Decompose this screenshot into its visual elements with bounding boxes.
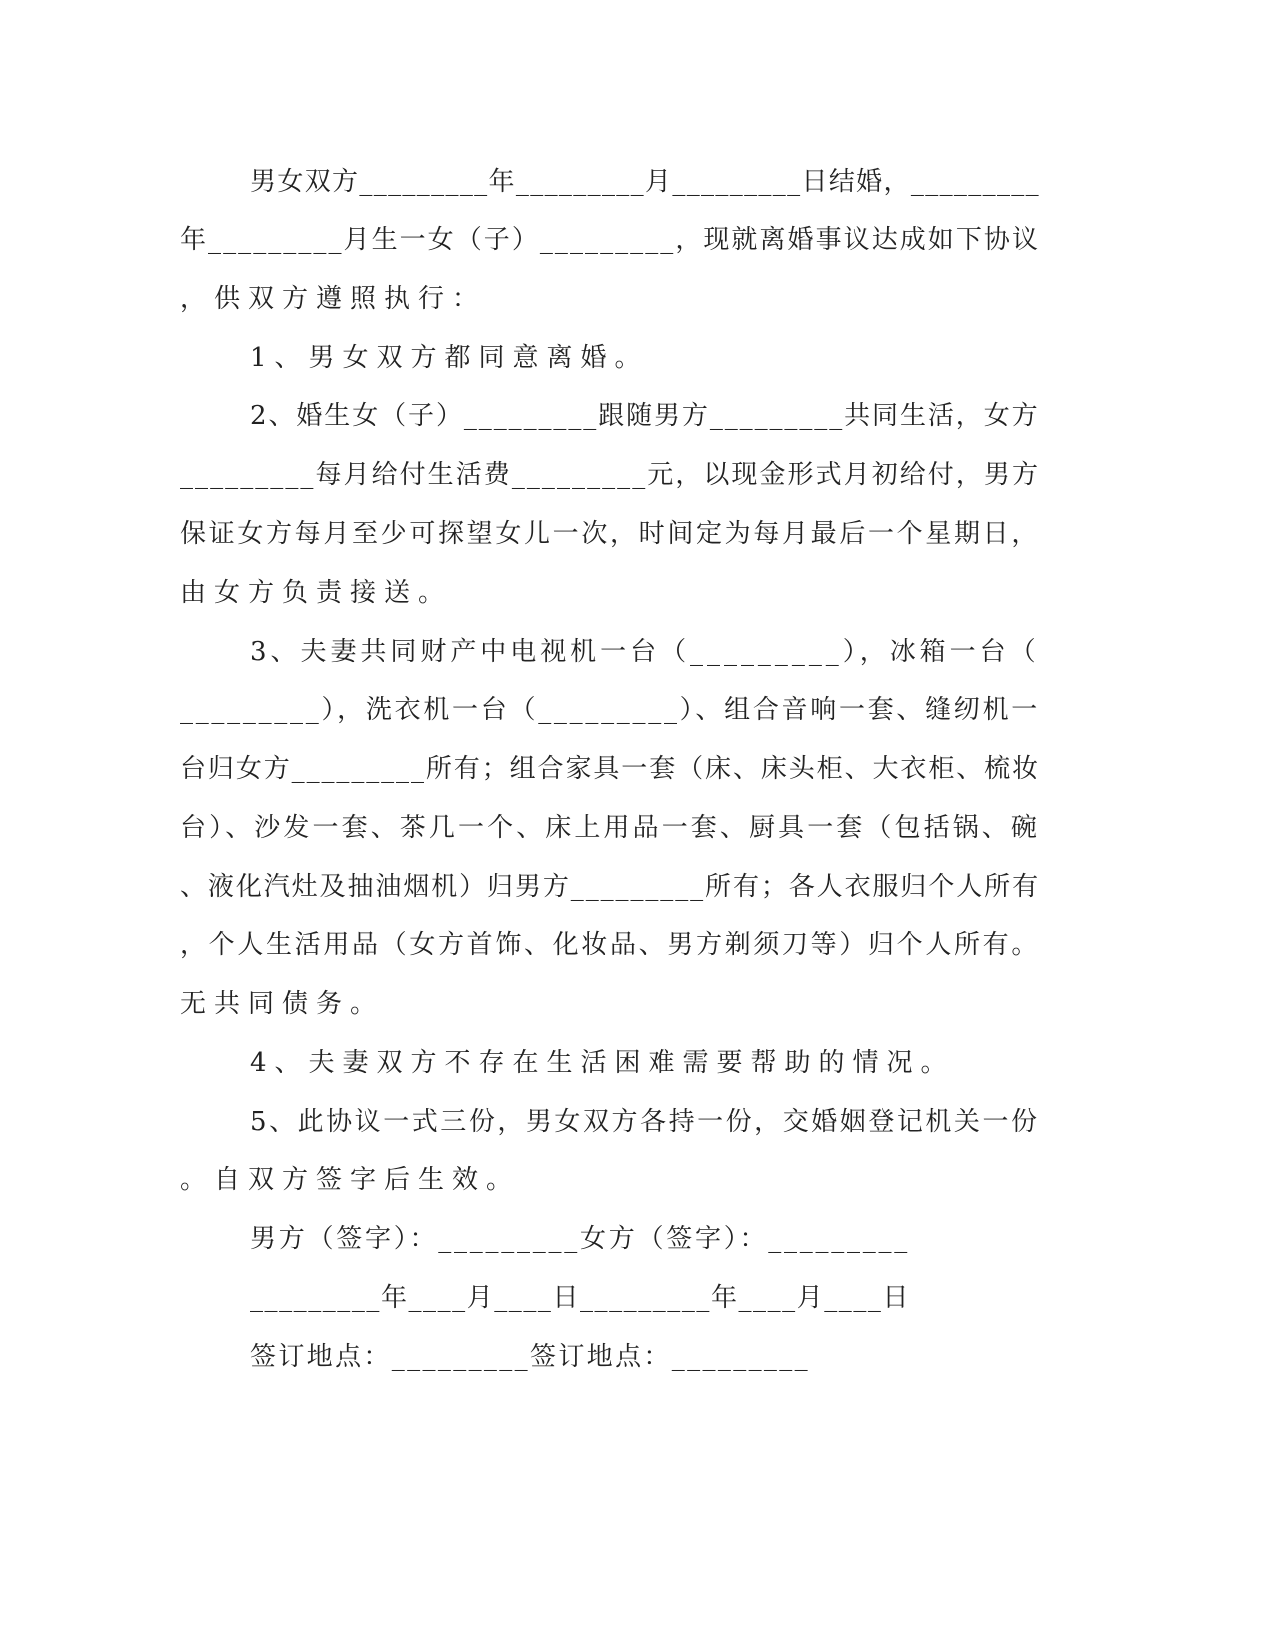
text-line: _________），洗衣机一台（_________）、组合音响一套、缝纫机一 xyxy=(180,695,1040,725)
date-line: _________年____月____日_________年____月____日 xyxy=(250,1283,910,1313)
text-line: 。自双方签字后生效。 xyxy=(180,1165,521,1195)
text-line: 2、婚生女（子）_________跟随男方_________共同生活，女方 xyxy=(250,401,1040,431)
text-line: 无共同债务。 xyxy=(180,989,385,1019)
text-line: 男女双方_________年_________月_________日结婚，_________ xyxy=(250,167,1040,197)
text-line: 台归女方_________所有；组合家具一套（床、床头柜、大衣柜、梳妆 xyxy=(180,754,1040,784)
text-line: 年_________月生一女（子）_________，现就离婚事议达成如下协议 xyxy=(180,225,1040,255)
text-line: ，个人生活用品（女方首饰、化妆品、男方剃须刀等）归个人所有。 xyxy=(180,930,1040,960)
location-line: 签订地点：_________签订地点：_________ xyxy=(250,1342,810,1372)
text-line: 1、男女双方都同意离婚。 xyxy=(250,343,649,373)
text-line: _________每月给付生活费_________元，以现金形式月初给付，男方 xyxy=(180,460,1040,490)
text-line: 由女方负责接送。 xyxy=(180,578,453,608)
text-line: 、液化汽灶及抽油烟机）归男方_________所有；各人衣服归个人所有 xyxy=(180,872,1040,902)
text-line: 保证女方每月至少可探望女儿一次，时间定为每月最后一个星期日， xyxy=(180,519,1040,549)
text-line: ，供双方遵照执行： xyxy=(180,284,487,314)
signature-line: 男方（签字）：_________女方（签字）：_________ xyxy=(250,1224,910,1254)
text-line: 4、夫妻双方不存在生活困难需要帮助的情况。 xyxy=(250,1048,955,1078)
text-line: 3、夫妻共同财产中电视机一台（_________），冰箱一台（ xyxy=(250,637,1040,667)
text-line: 5、此协议一式三份，男女双方各持一份，交婚姻登记机关一份 xyxy=(250,1107,1040,1137)
text-line: 台）、沙发一套、茶几一个、床上用品一套、厨具一套（包括锅、碗 xyxy=(180,813,1040,843)
